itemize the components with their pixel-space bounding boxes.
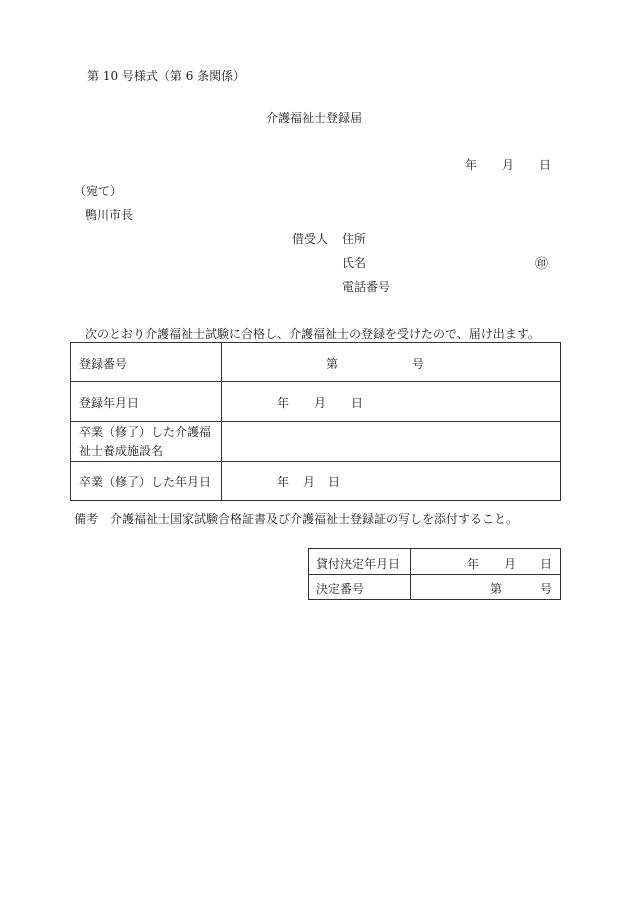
value-day: 日 <box>328 475 341 489</box>
date-month: 月 <box>502 158 515 172</box>
table-row-value-cell <box>221 342 561 382</box>
table-row-value-cell <box>221 421 561 462</box>
form-number: 第 10 号様式（第 6 条関係） <box>87 69 246 83</box>
remarks: 備考 介護福祉士国家試験合格証書及び介護福祉士登録証の写しを添付すること。 <box>74 512 519 526</box>
name-label: 氏名 <box>342 256 367 270</box>
label-loan-decision-date: 貸付決定年月日 <box>316 557 401 571</box>
label-decision-number: 決定番号 <box>316 582 365 596</box>
value-month: 月 <box>314 396 327 410</box>
label-registration-date: 登録年月日 <box>79 396 140 410</box>
document-title: 介護福祉士登録届 <box>266 111 363 125</box>
date-year: 年 <box>465 158 478 172</box>
value-year: 年 <box>277 396 290 410</box>
table-row-label-cell <box>70 342 222 382</box>
addressee: 鴨川市長 <box>85 208 134 222</box>
addressee-label: （宛て） <box>74 184 123 198</box>
table-row-label-cell <box>70 421 222 462</box>
seal-mark: ㊞ <box>535 257 549 272</box>
table-row-value-cell <box>221 381 561 422</box>
date-day: 日 <box>539 158 552 172</box>
label-graduation-date: 卒業（修了）した年月日 <box>79 475 212 489</box>
phone-label: 電話番号 <box>342 280 391 294</box>
address-label: 住所 <box>342 232 367 246</box>
value-day: 日 <box>540 557 553 571</box>
value-month: 月 <box>504 557 517 571</box>
label-school-name: 卒業（修了）した介護福祉士養成施設名 <box>79 425 212 458</box>
table-row-label-cell <box>308 574 411 600</box>
table-row-value-cell <box>410 574 561 600</box>
value-prefix: 第 <box>490 582 503 596</box>
table-row-label-cell <box>308 548 411 575</box>
borrower-label: 借受人 <box>292 232 329 246</box>
value-month: 月 <box>303 475 316 489</box>
table-row-label-cell <box>70 461 222 501</box>
table-row-label-cell <box>70 381 222 422</box>
table-row-value-cell <box>410 548 561 575</box>
value-suffix: 号 <box>540 582 553 596</box>
value-suffix: 号 <box>412 357 425 371</box>
value-year: 年 <box>467 557 480 571</box>
value-prefix: 第 <box>326 357 339 371</box>
statement: 次のとおり介護福祉士試験に合格し、介護福祉士の登録を受けたので、届け出ます。 <box>85 327 540 341</box>
value-day: 日 <box>351 396 364 410</box>
label-registration-number: 登録番号 <box>79 357 128 371</box>
value-year: 年 <box>277 475 290 489</box>
table-row-value-cell <box>221 461 561 501</box>
